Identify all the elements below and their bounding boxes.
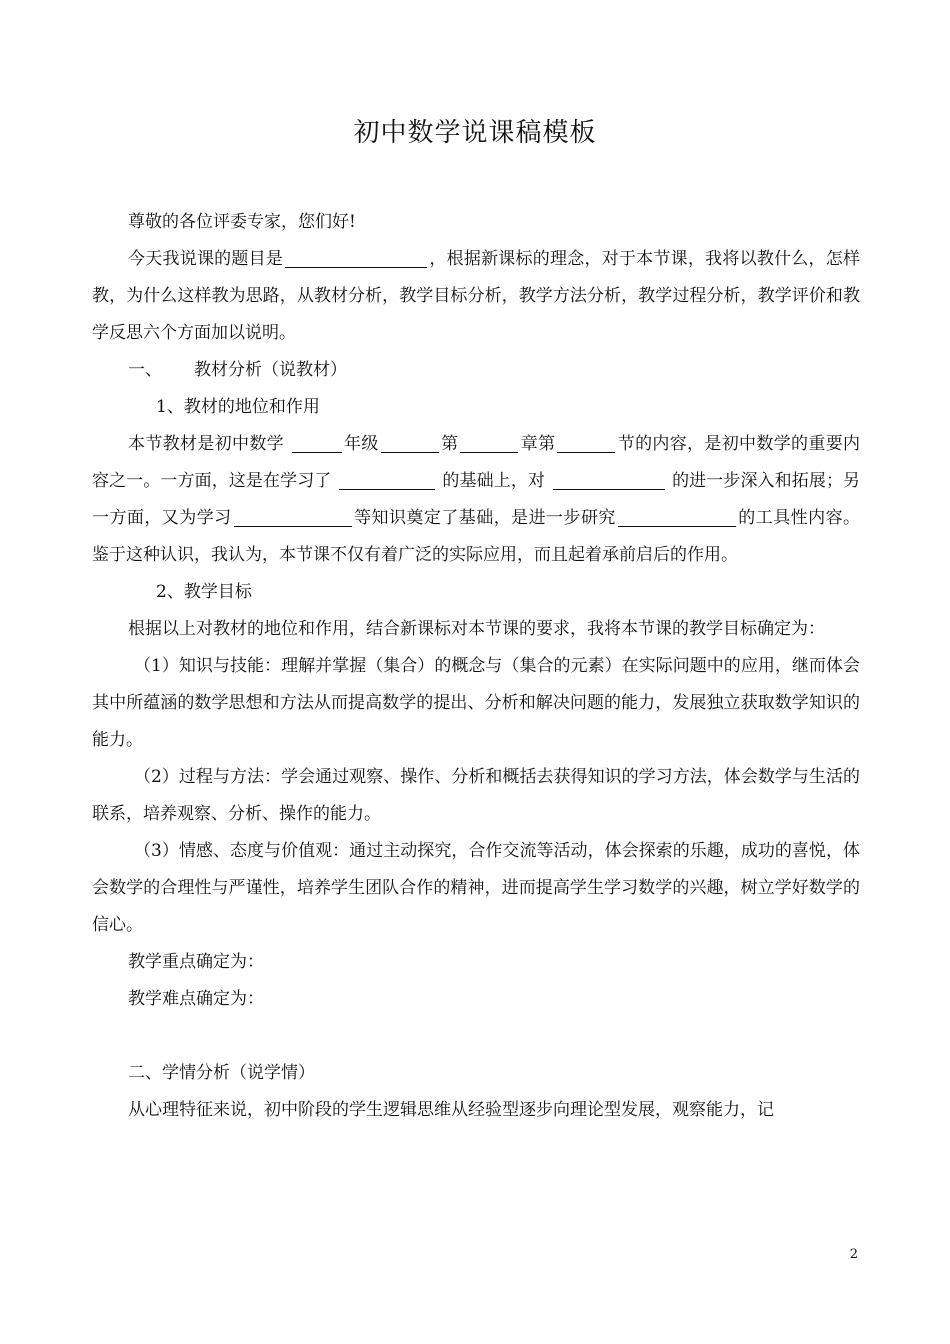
goal-emotion-values: （3）情感、态度与价值观：通过主动探究，合作交流等活动，体会探索的乐趣，成功的喜悦，体会数学的合理性与严谨性，培养学生团队合作的精神，进而提高学生学习数学的兴趣，树立学好数学的信心。 [92, 841, 860, 935]
para-text: 的工具性内容。鉴于这种认识，我认为，本节课不仅有着广泛的实际应用，而且起着承前启后的作用。 [92, 508, 861, 565]
para-text: 节的内容，是初中数学的重要内容之一。一方面，这是在学习了 [92, 434, 861, 491]
para-text: 本节教材是初中数学 [128, 434, 284, 454]
key-point-line: 教学重点确定为： [128, 952, 264, 972]
page-number: 2 [849, 1247, 858, 1262]
section-blank [557, 432, 615, 453]
section1-number: 一、 [128, 360, 162, 380]
future-study-blank [234, 506, 352, 527]
section2-heading: 二、学情分析（说学情） [128, 1063, 315, 1083]
para-text: 的进一步深入和拓展；另一方面，又为学习 [92, 471, 861, 528]
document-body [92, 204, 860, 1129]
volume-blank [381, 432, 439, 453]
subsection-2-title: 2、教学目标 [156, 582, 252, 602]
prior-knowledge-blank [339, 469, 435, 490]
goal-knowledge-skills: （1）知识与技能：理解并掌握（集合）的概念与（集合的元素）在实际问题中的应用，继而体会其中所蕴涵的数学思想和方法从而提高数学的提出、分析和解决问题的能力，发展独立获取数学知识的能力。 [92, 656, 860, 750]
intro-text-after: ，根据新课标的理念，对于本节课，我将以教什么，怎样教，为什么这样教为思路，从教材分析，教学目标分析，教学方法分析，教学过程分析，教学评价和教学反思六个方面加以说明。 [92, 249, 861, 343]
intro-text-before: 今天我说课的题目是 [128, 249, 284, 269]
subsection-1-title: 1、教材的地位和作用 [156, 397, 320, 417]
document-title: 初中数学说课稿模板 [353, 118, 597, 148]
para-text: 的基础上，对 [442, 471, 546, 491]
extension-blank [553, 469, 665, 490]
para-text: 第 [440, 434, 459, 454]
goal-process-methods: （2）过程与方法：学会通过观察、操作、分析和概括去获得知识的学习方法，体会数学与生活的联系，培养观察、分析、操作的能力。 [92, 767, 860, 824]
topic-blank [285, 247, 427, 268]
para-text: 年级 [343, 434, 379, 454]
section1-heading [92, 352, 860, 389]
section1-title: 教材分析（说教材） [194, 360, 347, 380]
grade-blank [292, 432, 342, 453]
intro-paragraph [92, 241, 860, 352]
student-analysis-paragraph: 从心理特征来说，初中阶段的学生逻辑思维从经验型逐步向理论型发展，观察能力，记 [128, 1100, 774, 1120]
para-text: 等知识奠定了基础，是进一步研究 [353, 508, 616, 528]
goals-intro: 根据以上对教材的地位和作用，结合新课标对本节课的要求，我将本节课的教学目标确定为： [128, 619, 825, 639]
blank-line [92, 1018, 860, 1055]
difficult-point-line: 教学难点确定为： [128, 989, 264, 1009]
textbook-position-paragraph [92, 426, 860, 574]
para-text: 章第 [520, 434, 556, 454]
research-blank [618, 506, 736, 527]
chapter-blank [460, 432, 518, 453]
greeting: 尊敬的各位评委专家，您们好! [128, 212, 356, 232]
